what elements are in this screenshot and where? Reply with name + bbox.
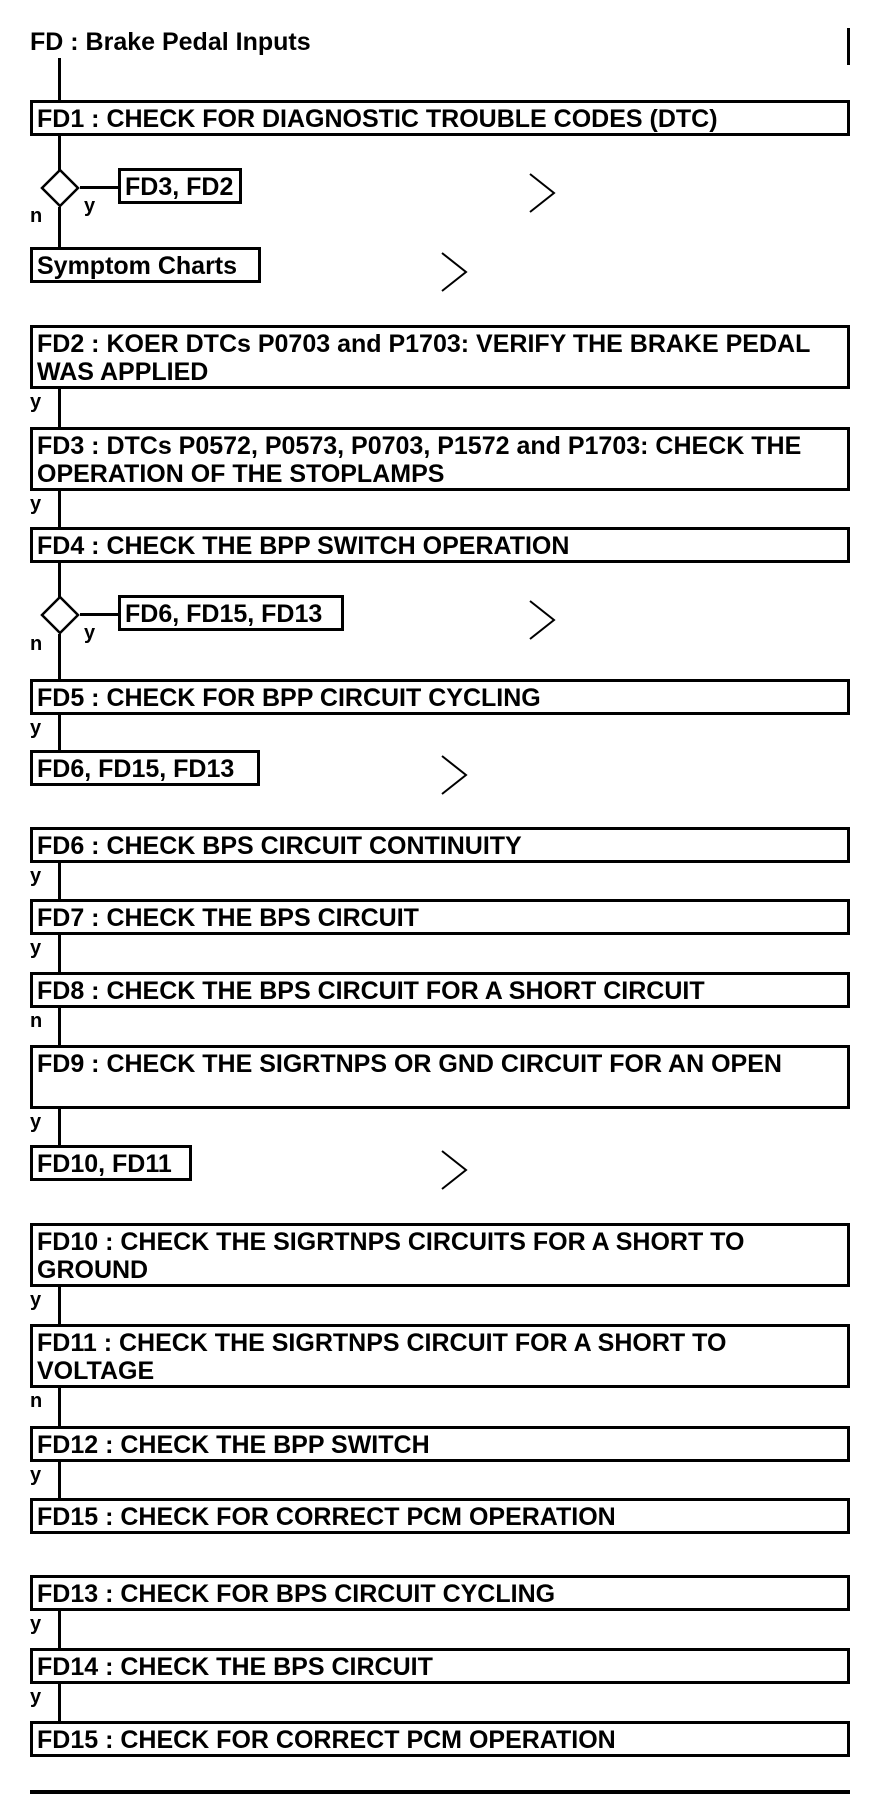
step-fd4-yes: FD6, FD15, FD13	[118, 595, 344, 631]
connector-fd9-yes	[58, 1109, 61, 1145]
connector-fd13-fd14	[58, 1611, 61, 1648]
label-yes: y	[30, 717, 42, 739]
step-fd9: FD9 : CHECK THE SIGRTNPS OR GND CIRCUIT FOR AN OPEN	[30, 1045, 850, 1109]
label-no: n	[30, 1390, 43, 1412]
step-fd1-no: Symptom Charts	[30, 247, 261, 283]
chevron-right-icon	[440, 1149, 470, 1191]
connector-fd1-decision	[58, 136, 61, 172]
connector-fd4-no	[58, 634, 61, 679]
step-fd8: FD8 : CHECK THE BPS CIRCUIT FOR A SHORT CIRCUIT	[30, 972, 850, 1008]
label-yes: y	[84, 195, 96, 217]
label-yes: y	[30, 1613, 42, 1635]
decision-diamond-fd1	[40, 168, 80, 208]
label-yes: y	[30, 1289, 42, 1311]
connector-fd8-fd9	[58, 1008, 61, 1045]
header-right-edge	[847, 28, 850, 65]
step-fd3: FD3 : DTCs P0572, P0573, P0703, P1572 and P1703: CHECK THE OPERATION OF THE STOPLAMPS	[30, 427, 850, 491]
step-fd12: FD12 : CHECK THE BPP SWITCH	[30, 1426, 850, 1462]
step-fd14: FD14 : CHECK THE BPS CIRCUIT	[30, 1648, 850, 1684]
chevron-right-icon	[440, 754, 470, 796]
connector-fd4-decision	[58, 563, 61, 599]
step-fd7: FD7 : CHECK THE BPS CIRCUIT	[30, 899, 850, 935]
step-fd15-a: FD15 : CHECK FOR CORRECT PCM OPERATION	[30, 1498, 850, 1534]
step-fd5: FD5 : CHECK FOR BPP CIRCUIT CYCLING	[30, 679, 850, 715]
label-yes: y	[30, 493, 42, 515]
step-fd2: FD2 : KOER DTCs P0703 and P1703: VERIFY THE BRAKE PEDAL WAS APPLIED	[30, 325, 850, 389]
step-fd5-yes: FD6, FD15, FD13	[30, 750, 260, 786]
step-fd15-b: FD15 : CHECK FOR CORRECT PCM OPERATION	[30, 1721, 850, 1757]
label-yes: y	[30, 1686, 42, 1708]
label-yes: y	[30, 1111, 42, 1133]
connector-fd3-fd4	[58, 491, 61, 527]
connector-fd11-fd12	[58, 1388, 61, 1426]
step-fd13: FD13 : CHECK FOR BPS CIRCUIT CYCLING	[30, 1575, 850, 1611]
connector-fd1-no	[58, 207, 61, 247]
label-yes: y	[30, 865, 42, 887]
label-no: n	[30, 633, 43, 655]
label-no: n	[30, 205, 43, 227]
connector-fd5-yes	[58, 715, 61, 750]
chevron-right-icon	[440, 251, 470, 293]
step-fd1-yes: FD3, FD2	[118, 168, 242, 204]
connector-fd14-fd15	[58, 1684, 61, 1721]
connector-fd4-yes	[80, 613, 120, 616]
connector-fd7-fd8	[58, 935, 61, 972]
connector-fd6-fd7	[58, 863, 61, 899]
connector-fd12-fd15	[58, 1462, 61, 1498]
connector-fd1-yes	[80, 186, 120, 189]
label-yes: y	[30, 1464, 42, 1486]
label-yes: y	[30, 937, 42, 959]
step-fd9-yes: FD10, FD11	[30, 1145, 192, 1181]
step-fd6: FD6 : CHECK BPS CIRCUIT CONTINUITY	[30, 827, 850, 863]
connector-header-fd1	[58, 58, 61, 100]
chevron-right-icon	[528, 599, 558, 641]
step-fd10: FD10 : CHECK THE SIGRTNPS CIRCUITS FOR A SHORT TO GROUND	[30, 1223, 850, 1287]
chart-title: FD : Brake Pedal Inputs	[30, 28, 311, 56]
label-yes: y	[84, 622, 96, 644]
connector-fd2-fd3	[58, 389, 61, 427]
chevron-right-icon	[528, 172, 558, 214]
step-fd4: FD4 : CHECK THE BPP SWITCH OPERATION	[30, 527, 850, 563]
bottom-rule	[30, 1790, 850, 1794]
label-no: n	[30, 1010, 43, 1032]
step-fd1: FD1 : CHECK FOR DIAGNOSTIC TROUBLE CODES (DTC)	[30, 100, 850, 136]
connector-fd10-fd11	[58, 1287, 61, 1324]
label-yes: y	[30, 391, 42, 413]
step-fd11: FD11 : CHECK THE SIGRTNPS CIRCUIT FOR A SHORT TO VOLTAGE	[30, 1324, 850, 1388]
decision-diamond-fd4	[40, 595, 80, 635]
